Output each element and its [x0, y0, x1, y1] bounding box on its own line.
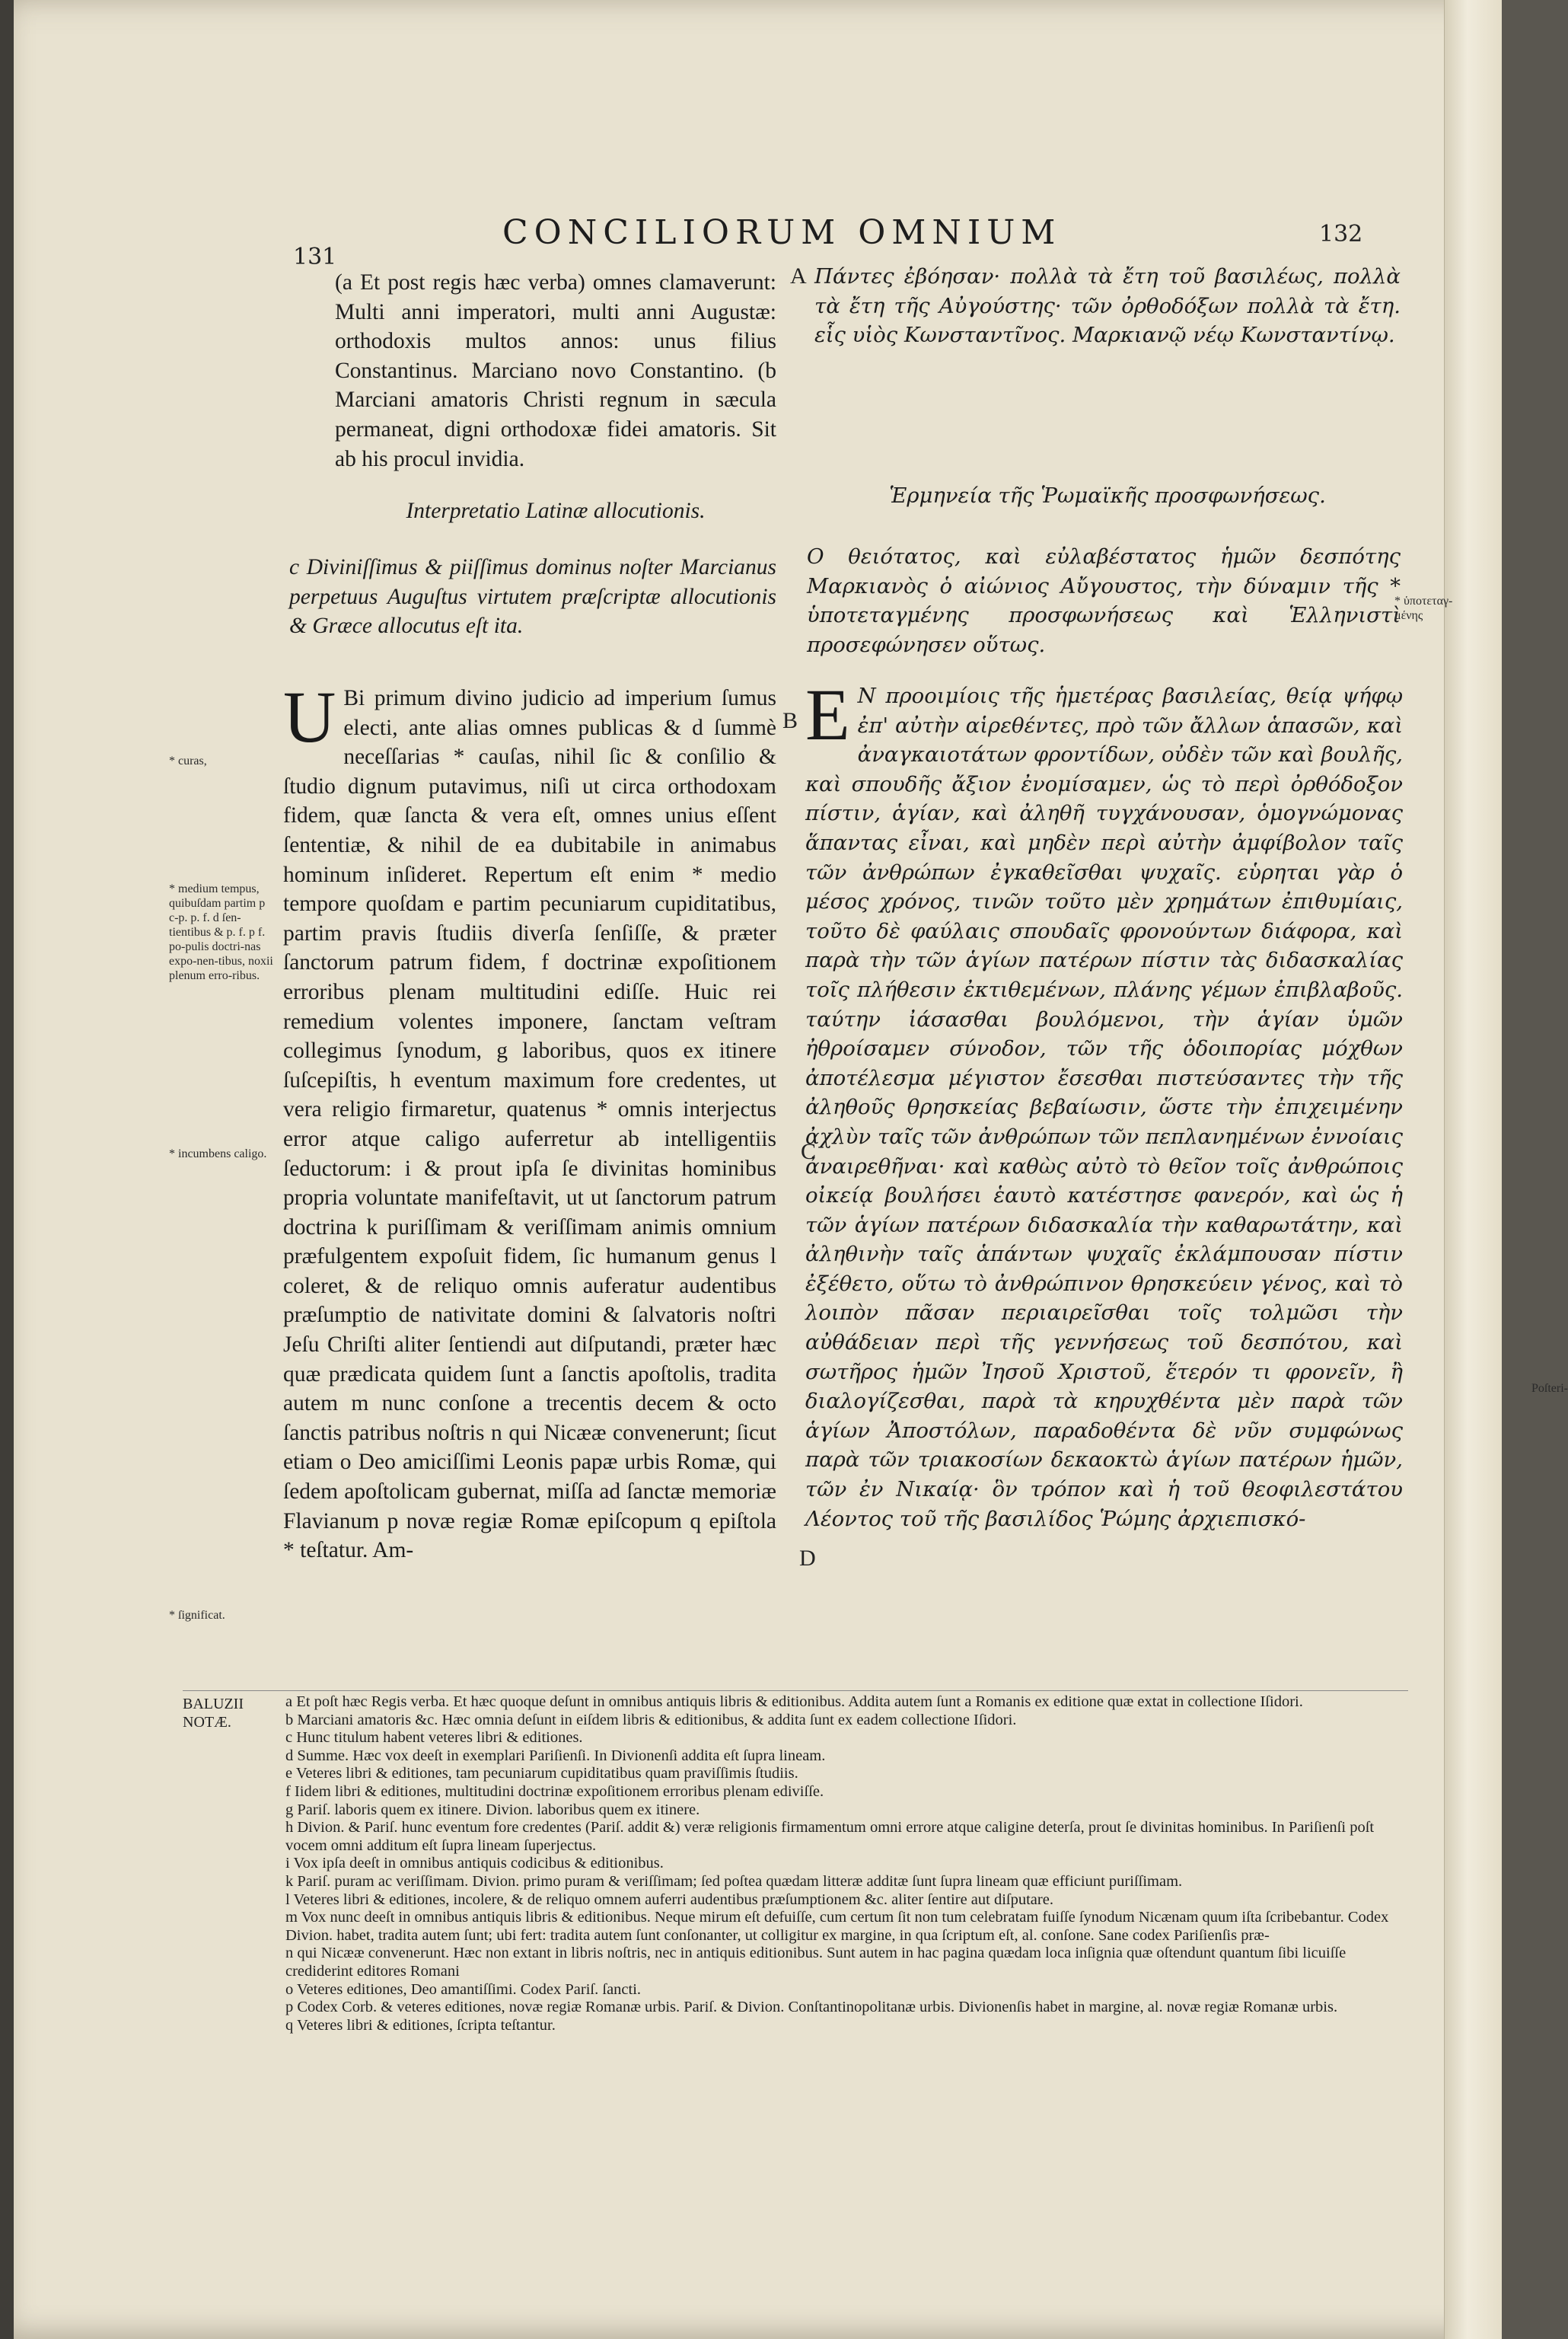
note-i: i Vox ipſa deeſt in omnibus antiquis codicibus & editionibus.	[285, 1855, 664, 1872]
greek-heading: Ἑρμηνεία τῆς Ῥωμαϊκῆς προσφωνήσεως.	[889, 483, 1326, 508]
margin-note-caligo: * incumbens caligo.	[169, 1147, 267, 1160]
note-a: a Et poſt hæc Regis verba. Et hæc quoque deſunt in omnibus antiquis libris & editionibus. Addita autem ſunt a Romanis ex editione quæ extat in collectione Iſidori.	[285, 1693, 1303, 1710]
note-h: h Divion. & Pariſ. hunc eventum fore credentes (Pariſ. addit &) veræ religionis firmamentum omni errore atque caligine deterſa, prout ſe divinitas hominibus. In Pariſienſi poſt vocem omni additum eſt ſupra lineam ſuperjectus.	[285, 1819, 1375, 1854]
margin-note-curas: * curas,	[169, 755, 207, 767]
margin-note-right-1: * ὑποτεταγ-μένης	[1394, 595, 1453, 622]
greek-main-text	[805, 674, 1403, 1694]
note-q: q Veteres libri & editiones, ſcripta teſtantur.	[285, 2016, 556, 2034]
book-edge	[1444, 0, 1502, 2339]
page-shadow	[0, 0, 14, 2339]
latin-intro: c Diviniſſimus & piiſſimus dominus noſter Marcianus perpetuus Auguſtus virtutem præſcriptæ allocutionis & Græce allocutus eſt ita.	[289, 555, 776, 639]
section-letter-a: A	[790, 263, 807, 289]
note-l: l Veteres libri & editiones, incolere, & de reliquo omnem auferri audentibus præſumptionem &c. aliter ſentire aut diſputare.	[285, 1891, 1053, 1908]
greek-opening: Πάντες ἐβόησαν· πολλὰ τὰ ἔτη τοῦ βασιλέως, πολλὰ τὰ ἔτη τῆς Αὐγούστης· τῶν ὀρθοδόξων πολλὰ τὰ ἔτη. εἷς υἱὸς Κωνσταντῖνος. Μαρκιανῷ νέῳ Κωνσταντίνῳ.	[814, 264, 1401, 348]
section-letter-d: D	[799, 1546, 816, 1571]
margin-note-medium: * medium tempus, quibuſdam partim p c-p. p. f. d ſen-tientibus & p. f. p f. po-pulis doctri-nas expo-nen-tibus, noxii plenum erro-ribus.	[169, 882, 273, 982]
margin-note-right-2: Poſteri-	[1531, 1382, 1568, 1395]
greek-intro: Ο θειότατος, καὶ εὐλαβέστατος ἡμῶν δεσπότης Μαρκιανὸς ὁ αἰώνιος Αὔγουστος, τὴν δύναμιν τῆς * ὑποτεταγμένης προσφωνήσεως καὶ Ἑλληνιστὶ προσεφώνησεν οὕτως.	[807, 544, 1401, 657]
note-e: e Veteres libri & editiones, tam pecuniarum cupiditatibus quam praviſſimis ſtudiis.	[285, 1765, 798, 1782]
section-letter-b: B	[782, 708, 798, 733]
latin-main-text	[283, 676, 776, 1674]
latin-main-body: Bi primum divino judicio ad imperium ſumus electi, ante alias omnes publicas & d ſummè neceſſarias * cauſas, nihil ſic & conſilio & ſtudio dignum putavimus, niſi ut circa orthodoxam fidem, quæ ſancta & vera eſt, omnes unius eſſent ſententiæ, & nihil de ea dubitabile in animabus hominum inſideret. Repertum eſt enim * medio tempore quoſdam e partim pecuniarum cupiditatibus, partim pravis ſtudiis diverſa ſenſiſſe, & præter ſanctorum patrum fidem, f doctrinæ expoſitionem erroribus plenam multitudini ediſſe. Huic rei remedium volentes imponere, ſanctam veſtram collegimus ſynodum, g laboribus, quos ex itinere ſuſcepiſtis, h eventum maximum fore credentes, ut vera religio firmaretur, quatenus * omnis interjectus error atque caligo auferretur ab intelligentiis ſeductorum: i & prout ipſa ſe divinitas hominibus propria voluntate manifeſtavit, ut ut ſanctorum patrum doctrina k puriſſimam & veriſſimam animis omnium præfulgentem expoſuit fidem, ſic humanum genus l coleret, & de reliquo omnis auferatur audentibus præſumptio de nativitate domini & ſalvatoris noſtri Jeſu Chriſti aliter ſentiendi aut diſputandi, præter hæc quæ prædicata quidem ſunt a ſanctis apoſtolis, tradita autem m nunc conſone a trecentis decem & octo ſanctis patribus noſtris n qui Nicææ convenerunt; ſicut etiam o Deo amiciſſimi Leonis papæ urbis Romæ, qui ſedem apoſtolicam gubernat, miſſa ad ſanctæ memoriæ Flavianum p novæ regiæ Romæ epiſcopum q epiſtola * teſtatur. Am-	[283, 686, 776, 1563]
note-m: m Vox nunc deeſt in omnibus antiquis libris & editionibus. Neque mirum eſt defuiſſe, cum certum ſit non tum celebratam fuiſſe ſynodum Nicænam quum iſta ſcribebantur. Codex Divion. habet, tradita autem ſunt; ubi fert: tradita autem ſunt conſonanter, ut colligitur ex margine, in qua ſcriptum eſt, al. conſone. Sane codex Pariſienſis præ-	[285, 1909, 1389, 1944]
greek-main-body: Ν προοιμίοις τῆς ἡμετέρας βασιλείας, θείᾳ ψήφῳ ἐπ' αὐτὴν αἱρεθέντες, πρὸ τῶν ἄλλων ἁπασῶν, καὶ ἀναγκαιοτάτων φροντίδων, οὐδὲν τῶν καὶ βουλῆς, καὶ σπουδῆς ἄξιον ἐνομίσαμεν, ὡς τὸ περὶ ὀρθόδοξον πίστιν, ἁγίαν, καὶ ἀληθῆ τυγχάνουσαν, ὁμογνώμονας ἅπαντας εἶναι, καὶ μηδὲν περὶ αὐτὴν ἀμφίβολον ταῖς τῶν ἀνθρώπων ἐγκαθεῖσθαι ψυχαῖς. εὑρηται γὰρ ὁ μέσος χρόνος, τινῶν τοῦτο μὲν χρημάτων ἐπιθυμίαις, τοῦτο δὲ φαύλαις σπουδαῖς φρονούντων διάφορα, καὶ παρὰ τὴν τῶν ἁγίων πατέρων πίστιν τὰς διδασκαλίας τοῖς πλήθεσιν ἐκτιθεμένων, πλάνης γέμων ἐπιβλαβοῦς. ταύτην ἰάσασθαι βουλόμενοι, τὴν ἁγίαν ὑμῶν ἠθροίσαμεν σύνοδον, τῶν τῆς ὁδοιπορίας μόχθων ἀποτέλεσμα μέγιστον ἔσεσθαι πιστεύσαντες τὴν τῆς ἀληθοῦς θρησκείας βεβαίωσιν, ὥστε τὴν ἐπιχειμένην ἀχλὺν ταῖς τῶν ἀνθρώπων τῶν πεπλανημένων ἐννοίαις ἀναιρεθῆναι· καὶ καθὼς αὐτὸ τὸ θεῖον τοῖς ἀνθρώποις οἰκείᾳ βουλήσει ἑαυτὸ κατέστησε φανερόν, καὶ ὡς ἡ τῶν ἁγίων πατέρων διδασκαλία τὴν καθαρωτάτην, καὶ ἀληθινὴν ταῖς ἁπάντων ψυχαῖς ἐκλάμπουσαν πίστιν ἐξέθετο, οὕτω τὸ ἀνθρώπινον θρησκεύειν γένος, καὶ τὸ λοιπὸν πᾶσαν περιαιρεῖσθαι τοῖς τολμῶσι τὴν αὐθάδειαν περὶ τῆς γεννήσεως τοῦ δεσπότου, καὶ σωτῆρος ἡμῶν Ἰησοῦ Χριστοῦ, ἕτερόν τι φρονεῖν, ἢ διαλογίζεσθαι, παρὰ τὰ κηρυχθέντα μὲν παρὰ τῶν ἁγίων Ἀποστόλων, παραδοθέντα δὲ νῦν συμφώνως παρὰ τῶν τριακοσίων δεκαοκτὼ ἁγίων πατέρων ἡμῶν, τῶν ἐν Νικαίᾳ· ὃν τρόπον καὶ ἡ τοῦ θεοφιλεστάτου Λέοντος τοῦ τῆς βασιλίδος Ῥώμης ἀρχιεπισκό-	[805, 684, 1403, 1531]
page-number-left: 131	[293, 244, 337, 270]
notes-title: BALUZII NOTÆ.	[183, 1696, 244, 1731]
note-b: b Marciani amatoris &c. Hæc omnia deſunt in eiſdem libris & editionibus, & addita ſunt ex eadem collectione Iſidori.	[285, 1711, 1017, 1728]
note-p: p Codex Corb. & veteres editiones, novæ regiæ Romanæ urbis. Pariſ. & Divion. Conſtantinopolitanæ urbis. Divionenſis habet in margine, al. novæ regiæ Romanæ urbis.	[285, 1999, 1338, 2016]
note-g: g Pariſ. laboris quem ex itinere. Divion. laboribus quem ex itinere.	[285, 1801, 700, 1818]
running-title: CONCILIORUM OMNIUM	[502, 213, 1062, 252]
latin-heading: Interpretatio Latinæ allocutionis.	[406, 499, 706, 523]
greek-dropcap: Ε	[805, 674, 850, 755]
latin-dropcap: U	[283, 676, 336, 758]
note-o: o Veteres editiones, Deo amantiſſimi. Codex Pariſ. ſancti.	[285, 1980, 642, 1998]
note-f: f Iidem libri & editiones, multitudini doctrinæ expoſitionem erroribus plenam ediviſſe.	[285, 1782, 824, 1800]
section-letter-c: C	[801, 1139, 817, 1164]
note-d: d Summe. Hæc vox deeſt in exemplari Pariſienſi. In Divionenſi addita eſt ſupra lineam.	[285, 1747, 826, 1764]
note-n: n qui Nicææ convenerunt. Hæc non extant in libris noſtris, nec in antiquis editionibus. Sunt autem in hac pagina quædam loca inſignia quæ oſtendunt quantum ſibi licuiſſe crediderint editores Romani	[285, 1945, 1347, 1980]
latin-opening: (a Et post regis hæc verba) omnes clamaverunt: Multi anni imperatori, multi anni Augustæ: orthodoxis multos annos: unus filius Constantinus. Marciano novo Constantino. (b Marciani amatoris Christi regnum in sæcula permaneat, digni orthodoxæ fidei amatoris. Sit ab his procul invidia.	[335, 270, 776, 471]
note-c: c Hunc titulum habent veteres libri & editiones.	[285, 1729, 583, 1747]
notes-divider	[183, 1690, 1408, 1691]
note-k: k Pariſ. puram ac veriſſimam. Divion. primo puram & veriſſimam; ſed poſtea quædam litteræ additæ ſunt ſupra lineam quæ efficiunt puriſſimam.	[285, 1872, 1183, 1890]
margin-note-significat: * ſignificat.	[169, 1609, 225, 1622]
page-number-right: 132	[1319, 221, 1363, 247]
notes-block	[285, 1693, 1404, 2034]
